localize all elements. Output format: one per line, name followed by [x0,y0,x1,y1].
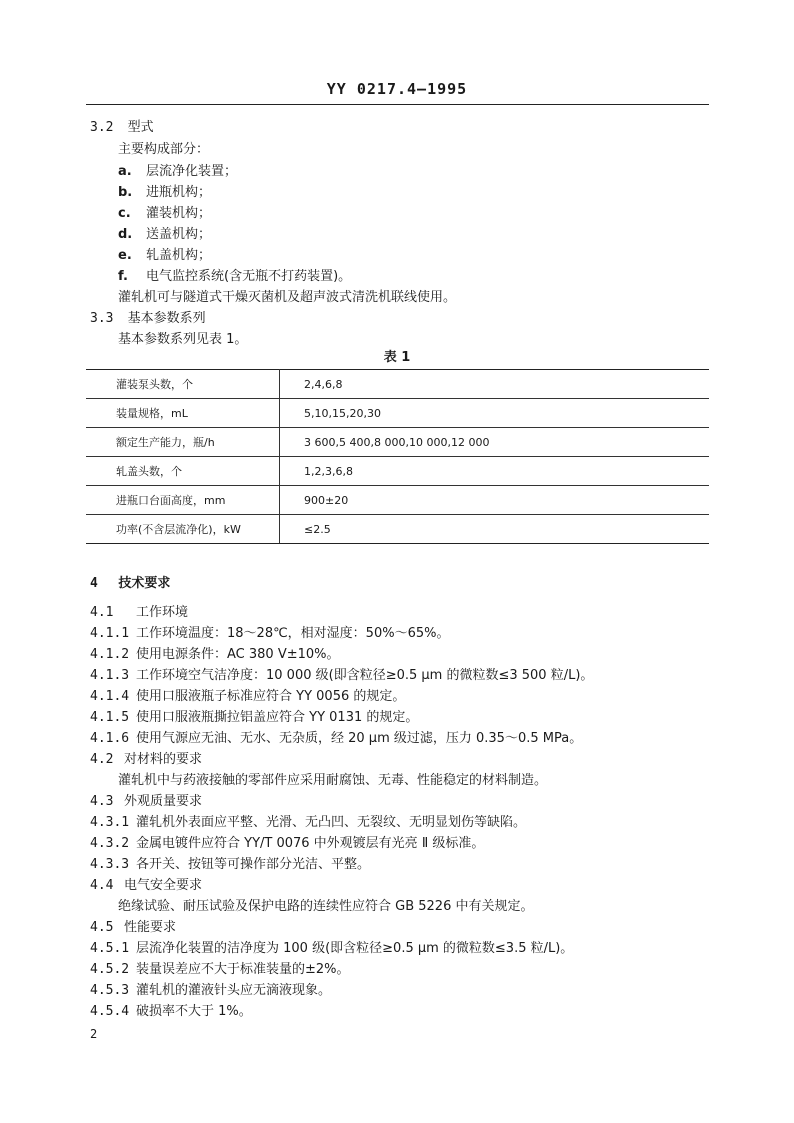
header-rule [86,104,709,105]
table-cell-param: 进瓶口台面高度，mm [86,486,280,515]
clause-number: 4.1.3 [90,668,130,683]
parameter-table [86,369,709,544]
list-item-text: 灌装机构； [146,206,212,221]
clause-text: 性能要求 [124,920,177,935]
list-item-text: 电气监控系统(含无瓶不打药装置)。 [146,269,352,284]
list-item-label: c. [118,206,131,221]
clause-line [90,960,350,980]
list-item-label: a. [118,164,132,179]
list-item [118,225,211,245]
clause-number: 4.1.1 [90,626,130,641]
clause-text: 使用电源条件：AC 380 V±10%。 [136,647,340,662]
clause-line [90,918,176,938]
section-number: 4 [90,576,98,591]
clause-paragraph: 绝缘试验、耐压试验及保护电路的连续性应符合 GB 5226 中有关规定。 [118,899,534,914]
clause-text: 灌轧机外表面应平整、光滑、无凸凹、无裂纹、无明显划伤等缺陷。 [136,815,527,830]
table-row [86,486,709,515]
clause-text: 破损率不大于 1%。 [136,1004,252,1019]
clause-text: 工作环境温度：18～28℃，相对湿度：50%～65%。 [136,626,450,641]
list-item [118,162,237,182]
section-title: 技术要求 [118,576,171,591]
clause-number: 4.3.1 [90,815,130,830]
list-item-text: 送盖机构； [146,227,212,242]
clause-text: 使用气源应无油、无水、无杂质，经 20 μm 级过滤，压力 0.35～0.5 MPa。 [136,731,583,746]
section-title: 基本参数系列 [127,311,206,326]
table-cell-value: 1,2,3,6,8 [280,457,710,486]
clause-line [90,876,202,896]
clause-number: 4.1.4 [90,689,130,704]
clause-number: 4.3.2 [90,836,130,851]
clause-number: 4.4 [90,878,114,893]
table-row [86,428,709,457]
clause-number: 4.1 [90,605,114,620]
clause-line [90,624,449,644]
list-item-text: 轧盖机构； [146,248,212,263]
clause-number: 4.5 [90,920,114,935]
table-cell-value: 2,4,6,8 [280,370,710,399]
clause-line [90,834,484,854]
table-cell-param: 额定生产能力，瓶/h [86,428,280,457]
table-caption: 表 1 [383,350,411,365]
clause-text: 使用口服液瓶子标准应符合 YY 0056 的规定。 [136,689,406,704]
section-3-2-intro: 主要构成部分： [118,142,210,157]
table-cell-value: 900±20 [280,486,710,515]
clause-line [90,1002,252,1022]
table-cell-value: 5,10,15,20,30 [280,399,710,428]
table-cell-value: 3 600,5 400,8 000,10 000,12 000 [280,428,710,457]
section-title: 型式 [127,120,154,135]
clause-text: 对材料的要求 [124,752,203,767]
clause-line [90,645,340,665]
list-item [118,183,211,203]
clause-text: 灌轧机的灌液针头应无滴液现象。 [136,983,332,998]
clause-number: 4.5.4 [90,1004,130,1019]
clause-number: 4.3.3 [90,857,130,872]
clause-paragraph: 灌轧机中与药液接触的零部件应采用耐腐蚀、无毒、性能稳定的材料制造。 [118,773,548,788]
clause-text: 各开关、按钮等可操作部分光洁、平整。 [136,857,371,872]
clause-number: 4.1.5 [90,710,130,725]
clause-line [90,792,202,812]
clause-text: 外观质量要求 [124,794,203,809]
clause-text: 装量误差应不大于标准装量的±2%。 [136,962,350,977]
clause-line [90,666,593,686]
table-row [86,399,709,428]
clause-text: 层流净化装置的洁净度为 100 级(即含粒径≥0.5 μm 的微粒数≤3.5 粒/L)。 [136,941,574,956]
clause-text: 金属电镀件应符合 YY/T 0076 中外观镀层有光亮 Ⅱ 级标准。 [136,836,485,851]
table-cell-param: 轧盖头数，个 [86,457,280,486]
section-3-3-heading [90,309,206,329]
list-item [118,267,351,287]
clause-number: 4.1.6 [90,731,130,746]
list-item-label: f. [118,269,128,284]
page-number: 2 [90,1027,98,1041]
clause-line [90,981,331,1001]
clause-text: 工作环境 [136,605,189,620]
clause-line [90,750,202,770]
list-item [118,204,211,224]
list-item [118,246,211,266]
table-cell-param: 装量规格，mL [86,399,280,428]
table-row [86,370,709,399]
clause-line [90,603,188,623]
clause-line [90,687,405,707]
clause-number: 4.5.3 [90,983,130,998]
section-number: 3.3 [90,311,114,326]
table-row [86,515,709,544]
list-item-label: e. [118,248,132,263]
list-item-label: b. [118,185,133,200]
standard-code: YY 0217.4—1995 [326,80,468,98]
clause-number: 4.1.2 [90,647,130,662]
table-cell-param: 功率(不含层流净化)，kW [86,515,280,544]
table-row [86,457,709,486]
clause-line [90,729,582,749]
section-3-2-heading [90,118,154,138]
clause-number: 4.3 [90,794,114,809]
clause-line [90,939,573,959]
section-4-heading [90,574,170,594]
section-3-2-note: 灌轧机可与隧道式干燥灭菌机及超声波式清洗机联线使用。 [118,290,457,305]
clause-line [90,855,370,875]
clause-text: 电气安全要求 [124,878,203,893]
list-item-text: 进瓶机构； [146,185,212,200]
clause-number: 4.5.2 [90,962,130,977]
clause-line [90,708,418,728]
section-number: 3.2 [90,120,114,135]
clause-number: 4.5.1 [90,941,130,956]
list-item-text: 层流净化装置； [146,164,238,179]
clause-text: 工作环境空气洁净度：10 000 级(即含粒径≥0.5 μm 的微粒数≤3 500 粒/L)。 [136,668,594,683]
clause-number: 4.2 [90,752,114,767]
section-3-3-text: 基本参数系列见表 1。 [118,332,248,347]
table-cell-value: ≤2.5 [280,515,710,544]
list-item-label: d. [118,227,133,242]
clause-text: 使用口服液瓶撕拉铝盖应符合 YY 0131 的规定。 [136,710,419,725]
table-cell-param: 灌装泵头数，个 [86,370,280,399]
clause-line [90,813,526,833]
